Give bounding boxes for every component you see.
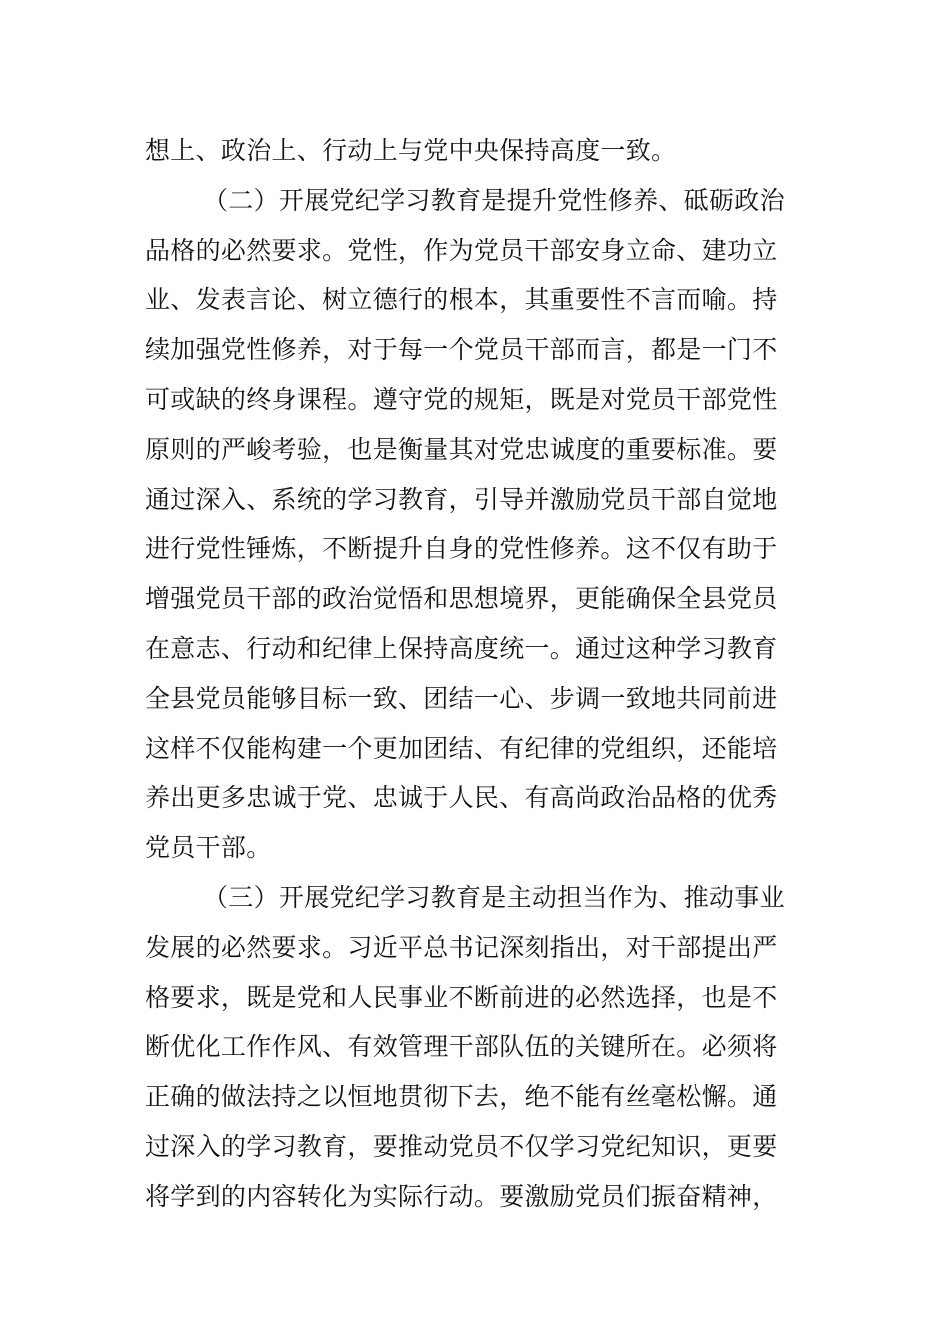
section-heading-line: （三）开展党纪学习教育是主动担当作为、推动事业 [203,882,785,912]
text-line: 格要求，既是党和人民事业不断前进的必然选择，也是不 [145,982,778,1012]
text-line: 续加强党性修养，对于每一个党员干部而言，都是一门不 [145,335,778,365]
text-line: 正确的做法持之以恒地贯彻下去，绝不能有丝毫松懈。通 [145,1082,778,1112]
text-line: 过深入的学习教育，要推动党员不仅学习党纪知识，更要 [145,1131,778,1161]
text-line: 可或缺的终身课程。遵守党的规矩，既是对党员干部党性 [145,384,778,414]
text-line: 增强党员干部的政治觉悟和思想境界，更能确保全县党员 [145,584,778,614]
text-line: 想上、政治上、行动上与党中央保持高度一致。 [145,136,677,165]
text-line: 发展的必然要求。习近平总书记深刻指出，对干部提出严 [145,932,778,962]
document-body [145,126,807,1222]
text-line: 品格的必然要求。党性，作为党员干部安身立命、建功立 [145,235,778,265]
text-line: 养出更多忠诚于党、忠诚于人民、有高尚政治品格的优秀 [145,783,778,813]
text-line: 全县党员能够目标一致、团结一心、步调一致地共同前进 [145,683,778,713]
section-heading-line: （二）开展党纪学习教育是提升党性修养、砥砺政治 [203,185,785,215]
text-line: 断优化工作作风、有效管理干部队伍的关键所在。必须将 [145,1032,778,1062]
text-line: 进行党性锤炼，不断提升自身的党性修养。这不仅有助于 [145,534,778,564]
text-line: 党员干部。 [145,833,272,863]
text-line: 这样不仅能构建一个更加团结、有纪律的党组织，还能培 [145,733,778,763]
text-line: 原则的严峻考验，也是衡量其对党忠诚度的重要标准。要 [145,434,778,464]
text-line: 通过深入、系统的学习教育，引导并激励党员干部自觉地 [145,484,778,514]
text-line: 将学到的内容转化为实际行动。要激励党员们振奋精神， [145,1181,778,1211]
text-line: 在意志、行动和纪律上保持高度统一。通过这种学习教育 [145,633,778,663]
text-line: 业、发表言论、树立德行的根本，其重要性不言而喻。持 [145,285,778,315]
